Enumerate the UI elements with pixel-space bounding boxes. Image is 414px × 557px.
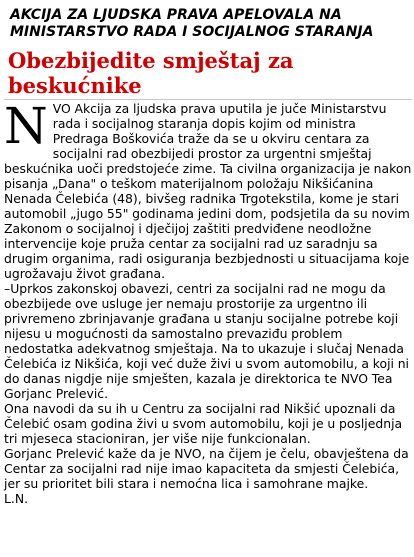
article-paragraph: –Uprkos zakonskoj obavezi, centri za socijalni rad ne mogu da obezbijede ove usluge jer nemaju prostorije za urgentno ili privremeno zbrinjavanje građana u stanju socijalne potrebe koji nijesu u mogućnosti da samostalno prevaziđu problem nedostatka adekvatnog smještaja. Na to ukazuje i slučaj Nenada Čelebića iz Nikšića, koji već duže živi u svom automobilu, a koji ni do danas nigdje nije smješten, kazala je direktorica te NVO Tea Gorjanc Prelević. [4,281,409,401]
article-paragraph-text: VO Akcija za ljudska prava uputila je juče Ministarstvu rada i socijalnog staranja dopis kojim od ministra Predraga Boškovića traže da se u okviru centara za socijalni rad obezbijedi prostor za urgentni smještaj beskućnika uoči predstojeće zime. Ta civilna organizacija je nakon pisanja „Dana" o teškom materijalnom položaju Nikšićanina Nenada Čelebića (48), bivšeg radnika Trgotekstila, kome je stari automobil „jugo 55" godinama jedini dom, podsjetila da su novim Zakonom o socijalnoj i dječijoj zaštiti predviđene neodložne intervencije koje pruža centar za socijalni rad uz saradnju sa drugim organima, radi osiguranja bezbjednosti u situacijama koje ugrožavaju život građana. [4,101,412,281]
article-body [4,97,412,506]
headline-divider [4,99,412,100]
article-paragraph: Gorjanc Prelević kaže da je NVO, na čijem je čelu, obavještena da Centar za socijalni rad nije imao kapaciteta da smjesti Čelebića, jer su prioritet bili stara i nemoćna lica i samohrane majke. [4,446,409,491]
article-kicker: AKCIJA ZA LJUDSKA PRAVA APELOVALA NA MINISTARSTVO RADA I SOCIJALNOG STARANJA [10,7,374,40]
article-headline: Obezbijedite smještaj za beskućnike [8,48,294,98]
article-byline: L.N. [4,491,29,506]
drop-cap: N [4,97,48,155]
article-paragraph: Ona navodi da su ih u Centru za socijalni rad Nikšić upoznali da Čelebić osam godina živi u svom automobilu, koji je u posljednja tri mjeseca stacioniran, jer više nije funkcionalan. [4,401,403,446]
article-paragraph [4,97,412,281]
